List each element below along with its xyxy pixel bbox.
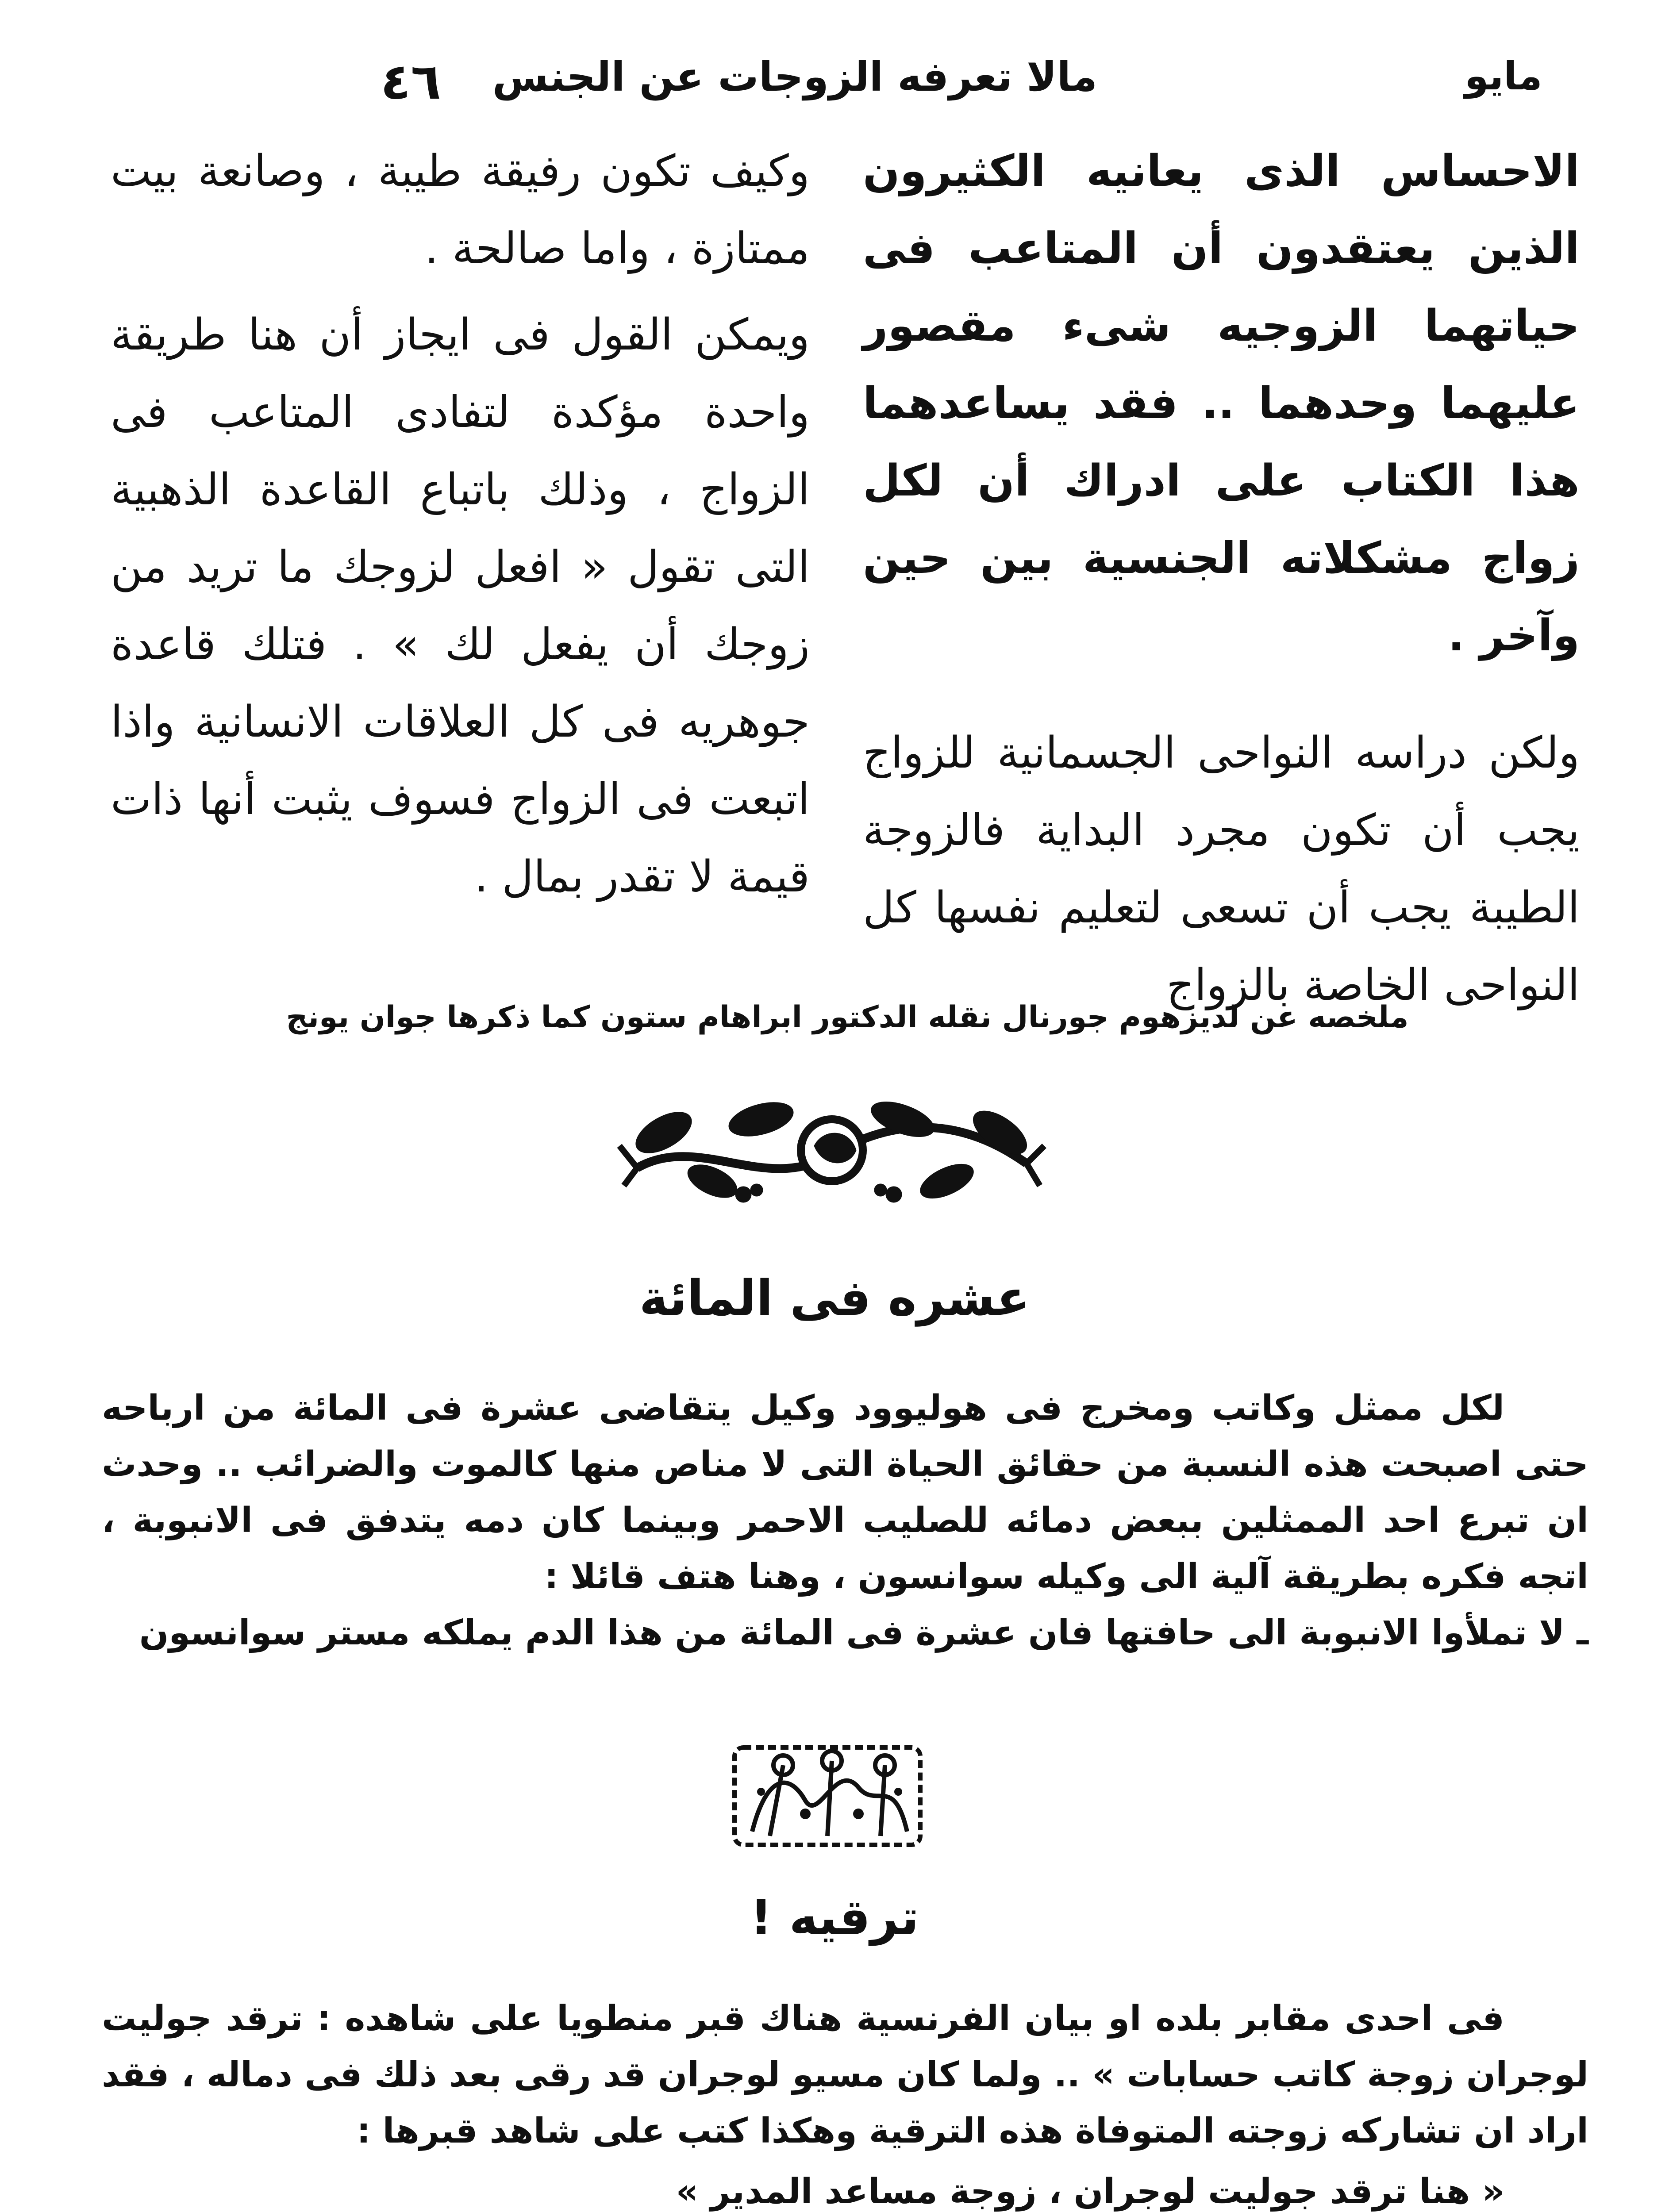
- right-column-paragraph-1: الاحساس الذى يعانيه الكثيرون الذين يعتقدون أن المتاعب فى حياتهما الزوجيه شىء مقصور عليهما وحدهما .. فقد يساعدهما هذا الكتاب على ادراك أن لكل زواج مشكلاته الجنسية بين حين وآخر .: [863, 146, 1580, 661]
- page-number: ٤٦: [381, 53, 441, 111]
- right-column-paragraph-2: ولكن دراسه النواحى الجسمانية للزواج يجب أن تكون مجرد البداية فالزوجة الطيبة يجب أن تسعى لتعليم نفسها كل النواحى الخاصة بالزواج: [863, 728, 1580, 1010]
- section-ten-percent-paragraph: لكل ممثل وكاتب ومخرج فى هوليوود وكيل يتقاضى عشرة فى المائة من ارباحه حتى اصبحت هذه النسبة من حقائق الحياة التى لا مناص منها كالموت والضرائب .. وحدث ان تبرع احد الممثلين ببعض دمائه للصليب الاحمر وبينما كان دمه يتدفق فى الانبوبة ، اتجه فكره بطريقة آلية الى وكيله سوانسون ، وهنا هتف قائلا :: [102, 1388, 1588, 1597]
- section-ten-percent-body: [102, 1380, 1588, 1661]
- left-column-paragraph-2: ويمكن القول فى ايجاز أن هنا طريقة واحدة مؤكدة لتفادى المتاعب فى الزواج ، وذلك باتباع القاعدة الذهبية التى تقول « افعل لزوجك ما تريد من زوجك أن يفعل لك » . فتلك قاعدة جوهريه فى كل العلاقات الانسانية واذا اتبعت فى الزواج فسوف يثبت أنها ذات قيمة لا تقدر بمال .: [111, 310, 810, 902]
- section-title-ten-percent: عشره فى المائة: [639, 1270, 1030, 1326]
- left-column-paragraph-1: وكيف تكون رفيقة طيبة ، وصانعة بيت ممتازة ، واما صالحة .: [111, 146, 810, 274]
- running-title: مالا تعرفه الزوجات عن الجنس: [492, 53, 1097, 100]
- left-column: [111, 133, 810, 916]
- right-column: [863, 133, 1580, 1024]
- section-promotion-paragraph: فى احدى مقابر بلده او بيان الفرنسية هناك قبر منطويا على شاهده : ترقد جوليت لوجران زوجة كاتب حسابات » .. ولما كان مسيو لوجران قد رقى بعد ذلك فى دماله ، فقد اراد ان تشاركه زوجته المتوفاة هذه الترقية وهكذا كتب على شاهد قبرها :: [102, 1999, 1588, 2151]
- source-note: ملخصه عن لديزهوم جورنال نقله الدكتور ابراهام ستون كما ذكرها جوان يونج: [286, 1000, 1409, 1035]
- floral-ornament: [611, 1079, 1053, 1212]
- section-ten-percent-quote: ـ لا تملأوا الانبوبة الى حافتها فان عشرة فى المائة من هذا الدم يملكه مستر سوانسون: [139, 1613, 1588, 1653]
- section-promotion-epitaph: « هنا ترقد جوليت لوجران ، زوجة مساعد المدير »: [676, 2172, 1504, 2212]
- section-promotion-body: [102, 1991, 1588, 2212]
- issue-month: مايو: [1465, 53, 1542, 99]
- section-title-promotion: ترقيه !: [750, 1889, 919, 1946]
- vignette-ornament: [717, 1734, 938, 1858]
